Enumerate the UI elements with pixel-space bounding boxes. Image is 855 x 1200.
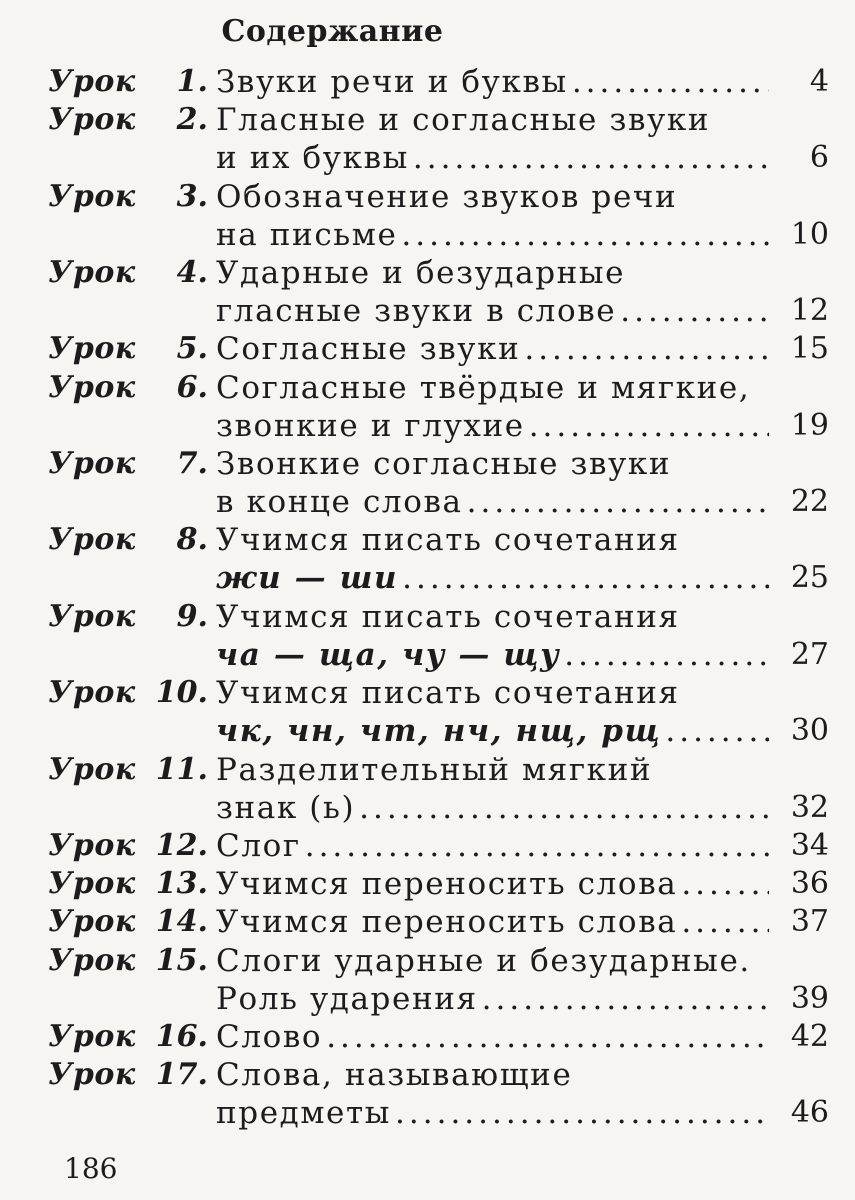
lesson-title-text: [216, 981, 769, 1017]
lesson-number: 7.: [176, 446, 208, 481]
lesson-title-line: на письме: [216, 216, 398, 253]
lesson-title-text: [216, 217, 769, 253]
lesson-title-text: [216, 866, 769, 902]
lesson-label: Урок: [48, 522, 136, 558]
lesson-label: Урок: [48, 942, 136, 978]
lesson-number: 4.: [176, 255, 208, 290]
toc-entry-line: [0, 1019, 855, 1057]
lesson-title-text: [216, 331, 769, 367]
toc-entry-line: [0, 446, 855, 484]
toc-entry: [0, 1057, 855, 1133]
lesson-title-line: жи — ши: [216, 560, 399, 597]
lesson-number: 1.: [176, 64, 208, 99]
dot-leader: [620, 293, 769, 329]
toc-entry-line: [0, 675, 855, 713]
lesson-title-text: [216, 255, 625, 291]
toc-entry: [0, 64, 855, 102]
lesson-label: Урок: [48, 904, 136, 940]
toc-entry: [0, 675, 855, 751]
lesson-title-text: [216, 1057, 572, 1093]
lesson-title-text: [216, 1019, 769, 1055]
lesson-title-line: и их буквы: [216, 140, 409, 177]
lesson-label: Урок: [48, 1057, 136, 1093]
toc-entry: [0, 1019, 855, 1057]
lesson-title-line: Учимся писать сочетания: [216, 598, 680, 635]
lesson-label: Урок: [48, 255, 136, 290]
page-reference: 10: [790, 216, 829, 252]
toc-entry-line: [0, 408, 855, 446]
lesson-title-text: [216, 64, 769, 100]
lesson-label: Урок: [48, 331, 136, 367]
lesson-title-line: Роль ударения: [216, 980, 478, 1017]
page-reference: 12: [790, 293, 829, 328]
lesson-title-text: [216, 179, 677, 215]
page-title: Содержание: [221, 14, 444, 49]
lesson-title-text: [216, 408, 769, 444]
lesson-title-line: Звонкие согласные звуки: [216, 446, 672, 482]
lesson-title-line: Гласные и согласные звуки: [216, 102, 711, 139]
toc-entry-line: [0, 560, 855, 598]
dot-leader: [681, 904, 769, 940]
toc-entry: [0, 370, 855, 446]
toc-entry-line: [0, 752, 855, 790]
toc-entry: [0, 255, 855, 331]
lesson-label: Урок: [48, 1019, 136, 1054]
dot-leader: [413, 140, 769, 176]
lesson-title-text: [216, 637, 769, 673]
lesson-title-text: [216, 140, 769, 176]
lesson-title-text: [216, 370, 750, 406]
page-reference: 36: [790, 866, 829, 902]
dot-leader: [482, 981, 769, 1017]
lesson-title-line: предметы: [216, 1095, 392, 1132]
lesson-title-line: Обозначение звуков речи: [216, 178, 678, 215]
page-reference: 37: [790, 904, 829, 940]
lesson-number: 6.: [176, 369, 208, 405]
toc-entry-line: [0, 140, 855, 178]
toc-entry: [0, 943, 855, 1019]
lesson-label: Урок: [48, 751, 136, 787]
dot-leader: [359, 790, 769, 826]
toc-entry-line: [0, 599, 855, 637]
toc-entry-line: [0, 293, 855, 331]
lesson-title-line: Согласные звуки: [216, 331, 521, 368]
lesson-title-text: [216, 752, 652, 788]
lesson-number: 15.: [155, 942, 208, 978]
toc-entry-line: [0, 217, 855, 255]
dot-leader: [681, 866, 769, 902]
lesson-title-text: [216, 560, 769, 596]
page-reference: 39: [790, 980, 829, 1016]
toc-entry-line: [0, 64, 855, 102]
lesson-title-line: Согласные твёрдые и мягкие,: [216, 369, 751, 406]
toc-entry-line: [0, 790, 855, 828]
lesson-title-line: Учимся писать сочетания: [216, 675, 680, 712]
dot-leader: [326, 1019, 769, 1055]
lesson-number: 9.: [176, 598, 208, 634]
toc-entry: [0, 828, 855, 866]
lesson-title-text: [216, 446, 671, 482]
toc-entry: [0, 522, 855, 598]
lesson-title-text: [216, 102, 710, 138]
dot-leader: [395, 1095, 769, 1131]
page-reference: 27: [790, 636, 829, 672]
toc-entry: [0, 752, 855, 828]
lesson-title-line: Слог: [216, 828, 301, 864]
lesson-title-line: чк, чн, чт, нч, нщ, рщ: [216, 713, 662, 750]
lesson-label: Урок: [48, 598, 136, 634]
lesson-title-line: знак (ь): [216, 789, 356, 826]
toc-entry-line: [0, 713, 855, 751]
lesson-title-line: Слоги ударные и безударные.: [216, 942, 751, 979]
lesson-number: 5.: [176, 331, 208, 367]
page-reference: 46: [790, 1095, 829, 1131]
lesson-title-text: [216, 599, 680, 635]
toc-entry-line: [0, 1057, 855, 1095]
lesson-title-text: [216, 828, 769, 864]
lesson-title-line: Звуки речи и буквы: [216, 64, 568, 100]
toc-entry: [0, 866, 855, 904]
lesson-title-line: Учимся переносить слова: [216, 866, 678, 903]
dot-leader: [529, 408, 769, 444]
lesson-label: Урок: [48, 446, 136, 481]
lesson-label: Урок: [48, 64, 136, 99]
dot-leader: [401, 217, 769, 253]
lesson-title-line: Учимся писать сочетания: [216, 522, 680, 559]
toc-entry-line: [0, 943, 855, 981]
page-reference: 30: [790, 713, 829, 749]
toc-entry: [0, 599, 855, 675]
lesson-label: Урок: [48, 369, 136, 405]
page-reference: 22: [790, 484, 829, 519]
lesson-title-text: [216, 943, 751, 979]
toc-entry-line: [0, 866, 855, 904]
page-reference: 6: [809, 140, 829, 176]
toc-entry-line: [0, 102, 855, 140]
page-reference: 4: [809, 64, 829, 99]
toc-entry-line: [0, 484, 855, 522]
lesson-title-text: [216, 522, 680, 558]
lesson-title-text: [216, 713, 769, 749]
lesson-number: 16.: [155, 1019, 208, 1054]
page-reference: 34: [790, 828, 829, 863]
toc-entry: [0, 331, 855, 369]
toc-entry-line: [0, 1095, 855, 1133]
lesson-number: 13.: [155, 866, 208, 902]
toc-entry-line: [0, 179, 855, 217]
dot-leader: [467, 484, 769, 520]
toc-entry-line: [0, 981, 855, 1019]
lesson-title-text: [216, 1095, 769, 1131]
lesson-title-line: Слово: [216, 1019, 323, 1055]
lesson-title-text: [216, 293, 769, 329]
toc-entry-line: [0, 522, 855, 560]
lesson-label: Урок: [48, 866, 136, 902]
dot-leader: [564, 637, 769, 673]
lesson-number: 2.: [176, 102, 208, 138]
lesson-number: 14.: [155, 904, 208, 940]
lesson-title-line: Учимся переносить слова: [216, 904, 678, 941]
lesson-title-line: Слова, называющие: [216, 1057, 573, 1094]
dot-leader: [305, 828, 769, 864]
lesson-title-line: гласные звуки в слове: [216, 293, 617, 329]
page-reference: 25: [790, 560, 829, 596]
page-reference: 15: [790, 331, 829, 367]
toc-entry-line: [0, 637, 855, 675]
lesson-label: Урок: [48, 102, 136, 138]
toc-entry: [0, 179, 855, 255]
page-reference: 32: [790, 789, 829, 825]
lesson-title-text: [216, 675, 680, 711]
lesson-title-text: [216, 904, 769, 940]
lesson-title-text: [216, 790, 769, 826]
lesson-title-line: Ударные и безударные: [216, 255, 626, 291]
lesson-number: 17.: [155, 1057, 208, 1093]
toc-entry-line: [0, 904, 855, 942]
lesson-label: Урок: [48, 675, 136, 711]
lesson-title-line: звонкие и глухие: [216, 407, 525, 444]
lesson-number: 12.: [155, 828, 208, 863]
page-number: 186: [64, 1152, 118, 1185]
lesson-number: 11.: [155, 751, 208, 787]
lesson-label: Урок: [48, 178, 136, 214]
lesson-title-line: в конце слова: [216, 484, 463, 520]
toc-entry-line: [0, 828, 855, 866]
toc-entry-line: [0, 370, 855, 408]
lesson-label: Урок: [48, 828, 136, 863]
dot-leader: [572, 64, 769, 100]
lesson-number: 10.: [155, 675, 208, 711]
lesson-number: 8.: [176, 522, 208, 558]
toc-entry: [0, 102, 855, 178]
dot-leader: [665, 713, 769, 749]
lesson-title-text: [216, 484, 769, 520]
toc-entry: [0, 904, 855, 942]
dot-leader: [524, 331, 769, 367]
lesson-title-line: Разделительный мягкий: [216, 751, 653, 788]
dot-leader: [402, 560, 769, 596]
page-reference: 19: [790, 407, 829, 443]
toc-entry-line: [0, 331, 855, 369]
lesson-number: 3.: [176, 178, 208, 214]
toc-entry-line: [0, 255, 855, 293]
lesson-title-line: ча — ща, чу — щу: [216, 636, 561, 673]
page-reference: 42: [790, 1019, 829, 1054]
toc-entry: [0, 446, 855, 522]
